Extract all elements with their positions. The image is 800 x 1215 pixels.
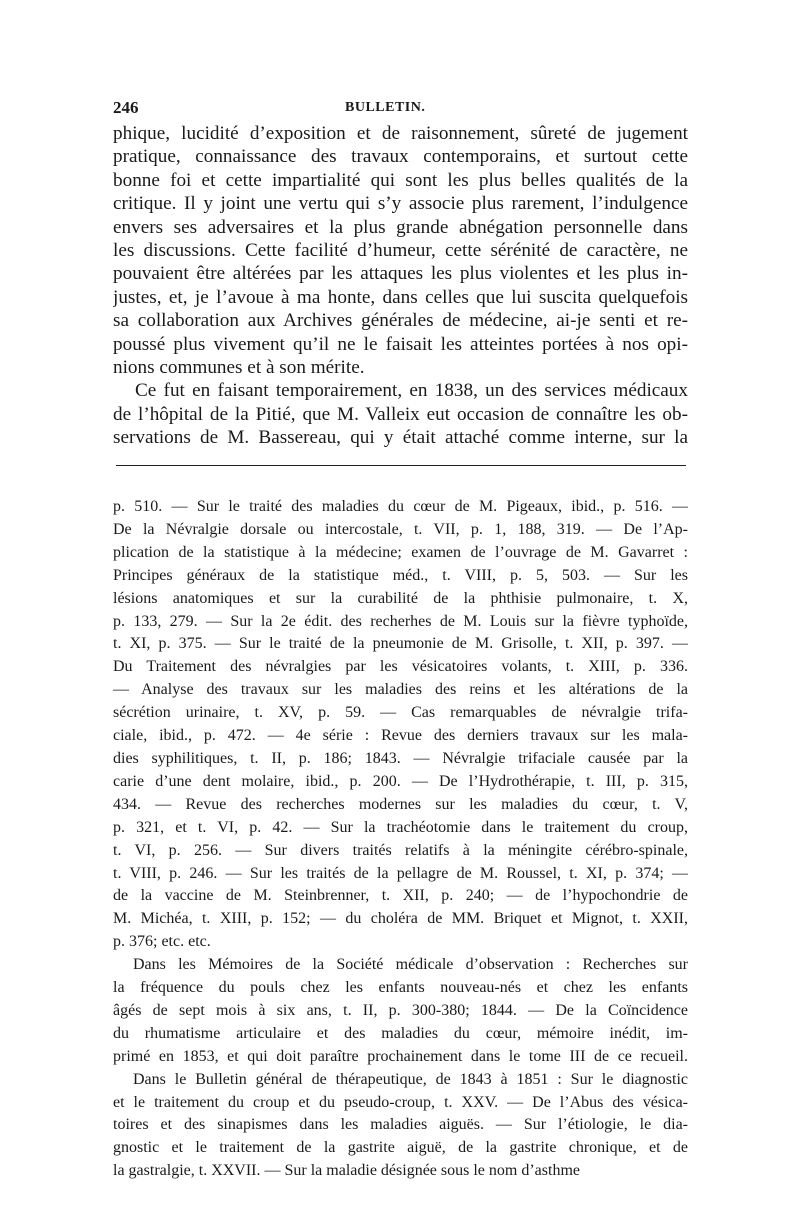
body-line: poussé plus vivement qu’il ne le faisait les atteintes portées à nos opi-	[113, 333, 688, 355]
note-line: p. 376; etc. etc.	[113, 933, 211, 951]
note-line: sécrétion urinaire, t. XV, p. 59. — Cas remarquables de névralgie trifa-	[113, 704, 688, 722]
note-line: Principes généraux de la statistique méd., t. VIII, p. 5, 503. — Sur les	[113, 566, 688, 584]
body-line: sa collaboration aux Archives générales de médecine, ai-je senti et re-	[113, 310, 688, 332]
body-line: servations de M. Bassereau, qui y était attaché comme interne, sur la	[113, 427, 688, 449]
note-line: De la Névralgie dorsale ou intercostale, t. VII, p. 1, 188, 319. — De l’Ap-	[113, 520, 688, 538]
body-line: phique, lucidité d’exposition et de raisonnement, sûreté de jugement	[113, 123, 688, 144]
note-line: Dans le Bulletin général de thérapeutique, de 1843 à 1851 : Sur le diagnostic	[133, 1070, 688, 1088]
body-line: critique. Il y joint une vertu qui s’y associe plus rarement, l’indulgence	[113, 193, 688, 215]
note-line: p. 510. — Sur le traité des maladies du cœur de M. Pigeaux, ibid., p. 516. —	[113, 498, 688, 515]
note-line: t. VI, p. 256. — Sur divers traités relatifs à la méningite cérébro-spinale,	[113, 841, 688, 859]
body-line: pratique, connaissance des travaux contemporains, et surtout cette	[113, 146, 688, 168]
body-line: justes, et, je l’avoue à ma honte, dans celles que lui suscita quelquefois	[113, 286, 688, 308]
note-line: 434. — Revue des recherches modernes sur les maladies du cœur, t. V,	[113, 795, 688, 813]
note-line: et le traitement du croup et du pseudo-croup, t. XXV. — De l’Abus des vésica-	[113, 1093, 688, 1111]
running-head	[113, 98, 685, 122]
note-line: Dans les Mémoires de la Société médicale d’observation : Recherches sur	[133, 956, 688, 974]
footnote-rule	[116, 465, 686, 466]
footnote-text	[113, 496, 688, 1183]
page-number: 246	[113, 98, 139, 117]
note-line: lésions anatomiques et sur la curabilité de la phthisie pulmonaire, t. X,	[113, 589, 688, 607]
note-line: — Analyse des travaux sur les maladies des reins et les altérations de la	[113, 681, 688, 699]
running-title: BULLETIN.	[345, 100, 426, 115]
note-line: gnostic et le traitement de la gastrite aiguë, de la gastrite chronique, et de	[113, 1139, 688, 1157]
note-line: primé en 1853, et qui doit paraître prochainement dans le tome III de ce recueil.	[113, 1047, 688, 1065]
body-line: les discussions. Cette facilité d’humeur, cette sérénité de caractère, ne	[113, 240, 688, 262]
note-line: Du Traitement des névralgies par les vésicatoires volants, t. XIII, p. 336.	[113, 658, 688, 676]
note-line: la gastralgie, t. XXVII. — Sur la maladie désignée sous le nom d’asthme	[113, 1162, 580, 1180]
note-line: carie d’une dent molaire, ibid., p. 200. — De l’Hydrothérapie, t. III, p. 315,	[113, 772, 688, 790]
note-line: p. 321, et t. VI, p. 42. — Sur la trachéotomie dans le traitement du croup,	[113, 818, 688, 836]
body-line: nions communes et à son mérite.	[113, 357, 365, 379]
note-line: plication de la statistique à la médecine; examen de l’ouvrage de M. Gavarret :	[113, 543, 688, 561]
note-line: ciale, ibid., p. 472. — 4e série : Revue des derniers travaux sur les mala-	[113, 727, 688, 745]
body-line: de l’hôpital de la Pitié, que M. Valleix eut occasion de connaître les ob-	[113, 403, 688, 425]
note-line: M. Michéa, t. XIII, p. 152; — du choléra de MM. Briquet et Mignot, t. XXII,	[113, 910, 688, 928]
note-line: t. VIII, p. 246. — Sur les traités de la pellagre de M. Roussel, t. XI, p. 374; —	[113, 864, 688, 882]
main-text	[113, 122, 688, 450]
note-line: p. 133, 279. — Sur la 2e édit. des recherhes de M. Louis sur la fièvre typhoïde,	[113, 612, 688, 630]
note-line: la fréquence du pouls chez les enfants nouveau-nés et chez les enfants	[113, 979, 688, 997]
note-line: toires et des sinapismes dans les maladies aiguës. — Sur l’étiologie, le dia-	[113, 1116, 688, 1134]
note-line: t. XI, p. 375. — Sur le traité de la pneumonie de M. Grisolle, t. XII, p. 397. —	[113, 635, 688, 653]
body-line: bonne foi et cette impartialité qui sont les plus belles qualités de la	[113, 169, 688, 191]
body-line: envers ses adversaires et la plus grande abnégation personnelle dans	[113, 216, 688, 238]
note-line: âgés de sept mois à six ans, t. II, p. 300-380; 1844. — De la Coïncidence	[113, 1001, 688, 1019]
body-line: pouvaient être altérées par les attaques les plus violentes et les plus in-	[113, 263, 688, 285]
note-line: de la vaccine de M. Steinbrenner, t. XII, p. 240; — de l’hypochondrie de	[113, 887, 688, 905]
note-line: du rhumatisme articulaire et des maladies du cœur, mémoire inédit, im-	[113, 1024, 688, 1042]
body-line: Ce fut en faisant temporairement, en 1838, un des services médicaux	[135, 380, 688, 402]
note-line: dies syphilitiques, t. II, p. 186; 1843. — Névralgie trifaciale causée par la	[113, 749, 688, 767]
